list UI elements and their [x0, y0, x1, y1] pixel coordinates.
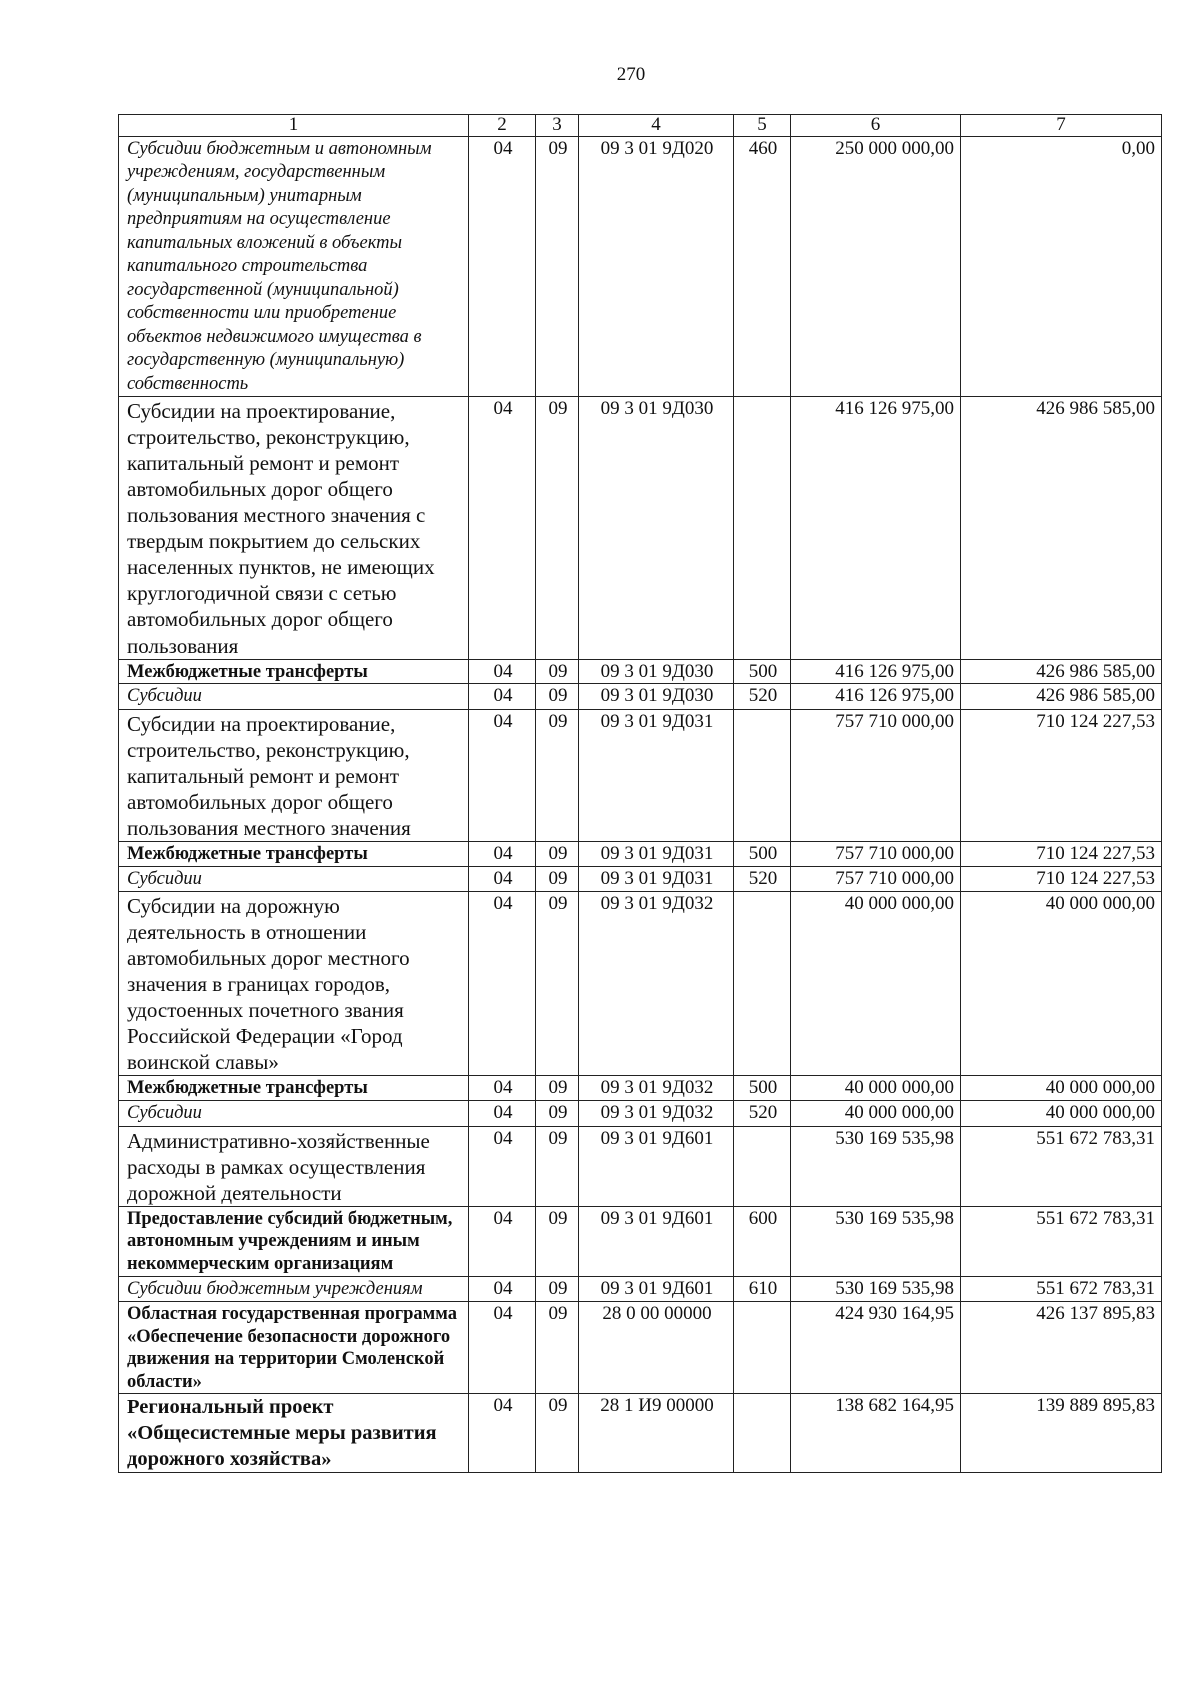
row-name-cell: Субсидии [119, 684, 469, 709]
amount-year2-cell: 426 986 585,00 [961, 659, 1162, 684]
amount-year1-cell: 757 710 000,00 [791, 841, 961, 866]
page-number: 270 [616, 64, 646, 85]
amount-year1-cell: 416 126 975,00 [791, 397, 961, 659]
amount-year1-cell: 530 169 535,98 [791, 1126, 961, 1206]
row-name-cell: Субсидии на проектирование, строительство, реконструкцию, капитальный ремонт и ремонт автомобильных дорог общего пользования местного значения [119, 709, 469, 841]
row-name-cell: Административно-хозяйственные расходы в рамках осуществления дорожной деятельности [119, 1126, 469, 1206]
amount-year2-cell: 551 672 783,31 [961, 1206, 1162, 1276]
target-article-cell: 28 0 00 00000 [579, 1302, 734, 1394]
target-article-cell: 09 3 01 9Д020 [579, 136, 734, 396]
subsection-code-cell: 09 [536, 1276, 579, 1301]
expense-type-cell [734, 1302, 791, 1394]
expense-type-cell [734, 397, 791, 659]
column-header: 5 [734, 115, 791, 137]
expense-type-cell [734, 1394, 791, 1473]
row-name-cell: Областная государственная программа «Обеспечение безопасности дорожного движения на территории Смоленской области» [119, 1302, 469, 1394]
column-header: 3 [536, 115, 579, 137]
section-code-cell: 04 [469, 709, 536, 841]
subsection-code-cell: 09 [536, 1126, 579, 1206]
amount-year1-cell: 530 169 535,98 [791, 1206, 961, 1276]
column-header: 7 [961, 115, 1162, 137]
expense-type-cell: 600 [734, 1206, 791, 1276]
amount-year2-cell: 710 124 227,53 [961, 866, 1162, 891]
expense-type-cell: 520 [734, 684, 791, 709]
budget-table [118, 114, 1162, 1473]
expense-type-cell: 610 [734, 1276, 791, 1301]
row-name-cell: Предоставление субсидий бюджетным, автономным учреждениям и иным некоммерческим организациям [119, 1206, 469, 1276]
table-row [119, 841, 1162, 866]
subsection-code-cell: 09 [536, 1101, 579, 1126]
amount-year2-cell: 426 986 585,00 [961, 684, 1162, 709]
table-row [119, 892, 1162, 1076]
target-article-cell: 09 3 01 9Д601 [579, 1276, 734, 1301]
amount-year2-cell: 40 000 000,00 [961, 1101, 1162, 1126]
amount-year2-cell: 0,00 [961, 136, 1162, 396]
row-name-cell: Межбюджетные трансферты [119, 1076, 469, 1101]
target-article-cell: 09 3 01 9Д030 [579, 397, 734, 659]
table-row [119, 1101, 1162, 1126]
amount-year1-cell: 416 126 975,00 [791, 659, 961, 684]
table-row [119, 1394, 1162, 1473]
subsection-code-cell: 09 [536, 1394, 579, 1473]
amount-year2-cell: 551 672 783,31 [961, 1126, 1162, 1206]
amount-year2-cell: 426 137 895,83 [961, 1302, 1162, 1394]
table-row [119, 1126, 1162, 1206]
table-row [119, 866, 1162, 891]
target-article-cell: 28 1 И9 00000 [579, 1394, 734, 1473]
target-article-cell: 09 3 01 9Д030 [579, 684, 734, 709]
amount-year2-cell: 426 986 585,00 [961, 397, 1162, 659]
target-article-cell: 09 3 01 9Д031 [579, 866, 734, 891]
expense-type-cell: 520 [734, 1101, 791, 1126]
subsection-code-cell: 09 [536, 709, 579, 841]
expense-type-cell: 500 [734, 841, 791, 866]
section-code-cell: 04 [469, 1126, 536, 1206]
expense-type-cell [734, 1126, 791, 1206]
table-row [119, 684, 1162, 709]
row-name-cell: Субсидии бюджетным и автономным учреждениям, государственным (муниципальным) унитарным предприятиям на осуществление капитальных вложений в объекты капитального строительства государственной (муниципальной) собственности или приобретение объектов недвижимого имущества в государственную (муниципальную) собственность [119, 136, 469, 396]
column-header: 1 [119, 115, 469, 137]
table-header-row [119, 115, 1162, 137]
amount-year2-cell: 40 000 000,00 [961, 892, 1162, 1076]
table-row [119, 709, 1162, 841]
expense-type-cell: 460 [734, 136, 791, 396]
amount-year1-cell: 416 126 975,00 [791, 684, 961, 709]
subsection-code-cell: 09 [536, 892, 579, 1076]
subsection-code-cell: 09 [536, 684, 579, 709]
amount-year2-cell: 40 000 000,00 [961, 1076, 1162, 1101]
amount-year1-cell: 40 000 000,00 [791, 892, 961, 1076]
section-code-cell: 04 [469, 866, 536, 891]
expense-type-cell [734, 892, 791, 1076]
amount-year2-cell: 551 672 783,31 [961, 1276, 1162, 1301]
row-name-cell: Региональный проект «Общесистемные меры развития дорожного хозяйства» [119, 1394, 469, 1473]
subsection-code-cell: 09 [536, 1302, 579, 1394]
subsection-code-cell: 09 [536, 866, 579, 891]
target-article-cell: 09 3 01 9Д032 [579, 892, 734, 1076]
section-code-cell: 04 [469, 1276, 536, 1301]
row-name-cell: Субсидии на проектирование, строительство, реконструкцию, капитальный ремонт и ремонт автомобильных дорог общего пользования местного значения с твердым покрытием до сельских населенных пунктов, не имеющих круглогодичной связи с сетью автомобильных дорог общего пользования [119, 397, 469, 659]
target-article-cell: 09 3 01 9Д031 [579, 841, 734, 866]
amount-year1-cell: 530 169 535,98 [791, 1276, 961, 1301]
section-code-cell: 04 [469, 659, 536, 684]
amount-year1-cell: 40 000 000,00 [791, 1076, 961, 1101]
table-row [119, 1076, 1162, 1101]
expense-type-cell [734, 709, 791, 841]
table-row [119, 1206, 1162, 1276]
row-name-cell: Субсидии [119, 866, 469, 891]
amount-year1-cell: 757 710 000,00 [791, 866, 961, 891]
target-article-cell: 09 3 01 9Д032 [579, 1076, 734, 1101]
section-code-cell: 04 [469, 1206, 536, 1276]
column-header: 6 [791, 115, 961, 137]
section-code-cell: 04 [469, 1302, 536, 1394]
table-row [119, 1302, 1162, 1394]
expense-type-cell: 500 [734, 1076, 791, 1101]
section-code-cell: 04 [469, 892, 536, 1076]
amount-year1-cell: 138 682 164,95 [791, 1394, 961, 1473]
section-code-cell: 04 [469, 136, 536, 396]
row-name-cell: Субсидии на дорожную деятельность в отношении автомобильных дорог местного значения в границах городов, удостоенных почетного звания Российской Федерации «Город воинской славы» [119, 892, 469, 1076]
amount-year2-cell: 139 889 895,83 [961, 1394, 1162, 1473]
section-code-cell: 04 [469, 684, 536, 709]
row-name-cell: Межбюджетные трансферты [119, 841, 469, 866]
target-article-cell: 09 3 01 9Д031 [579, 709, 734, 841]
section-code-cell: 04 [469, 1101, 536, 1126]
target-article-cell: 09 3 01 9Д601 [579, 1206, 734, 1276]
target-article-cell: 09 3 01 9Д032 [579, 1101, 734, 1126]
amount-year1-cell: 250 000 000,00 [791, 136, 961, 396]
expense-type-cell: 520 [734, 866, 791, 891]
amount-year1-cell: 424 930 164,95 [791, 1302, 961, 1394]
expense-type-cell: 500 [734, 659, 791, 684]
row-name-cell: Субсидии бюджетным учреждениям [119, 1276, 469, 1301]
amount-year1-cell: 757 710 000,00 [791, 709, 961, 841]
subsection-code-cell: 09 [536, 1206, 579, 1276]
section-code-cell: 04 [469, 1394, 536, 1473]
target-article-cell: 09 3 01 9Д601 [579, 1126, 734, 1206]
subsection-code-cell: 09 [536, 397, 579, 659]
amount-year1-cell: 40 000 000,00 [791, 1101, 961, 1126]
subsection-code-cell: 09 [536, 841, 579, 866]
table-row [119, 1276, 1162, 1301]
target-article-cell: 09 3 01 9Д030 [579, 659, 734, 684]
row-name-cell: Межбюджетные трансферты [119, 659, 469, 684]
subsection-code-cell: 09 [536, 1076, 579, 1101]
amount-year2-cell: 710 124 227,53 [961, 709, 1162, 841]
section-code-cell: 04 [469, 841, 536, 866]
subsection-code-cell: 09 [536, 659, 579, 684]
row-name-cell: Субсидии [119, 1101, 469, 1126]
table-row [119, 659, 1162, 684]
subsection-code-cell: 09 [536, 136, 579, 396]
amount-year2-cell: 710 124 227,53 [961, 841, 1162, 866]
section-code-cell: 04 [469, 1076, 536, 1101]
section-code-cell: 04 [469, 397, 536, 659]
table-row [119, 136, 1162, 396]
column-header: 2 [469, 115, 536, 137]
column-header: 4 [579, 115, 734, 137]
table-row [119, 397, 1162, 659]
